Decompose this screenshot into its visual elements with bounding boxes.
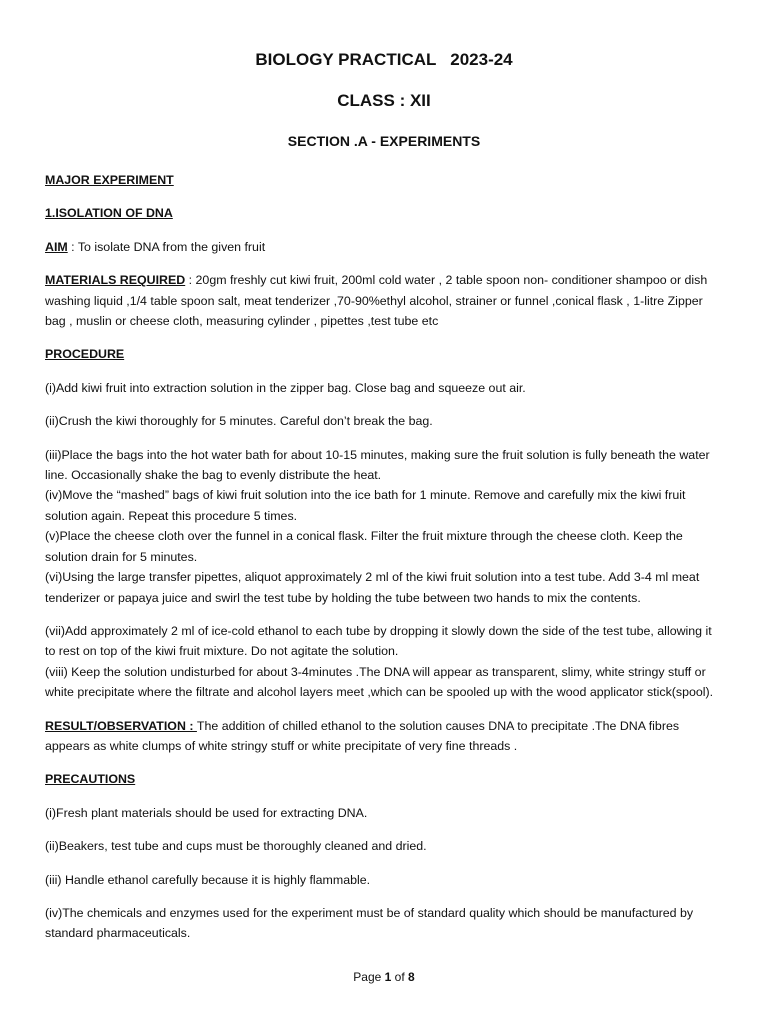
precaution-item: (iii) Handle ethanol carefully because it is highly flammable. <box>45 872 371 887</box>
aim-paragraph <box>45 237 721 257</box>
materials-label: MATERIALS REQUIRED <box>45 273 186 288</box>
experiment-title: 1.ISOLATION OF DNA <box>45 206 173 221</box>
document-body <box>45 170 721 944</box>
procedure-step: (v)Place the cheese cloth over the funnel in a conical flask. Filter the fruit mixture through the cheese cloth. Keep the solution drain for 5 minutes. <box>45 529 683 564</box>
procedure-step: (vii)Add approximately 2 ml of ice-cold ethanol to each tube by dropping it slowly down the side of the test tube, allowing it to rest on top of the kiwi fruit mixture. Do not agitate the solution. <box>45 623 712 659</box>
procedure-step: (i)Add kiwi fruit into extraction solution in the zipper bag. Close bag and squeeze out air. <box>45 380 526 395</box>
document-title: BIOLOGY PRACTICAL 2023-24 <box>255 50 513 69</box>
materials-paragraph <box>45 270 721 331</box>
precautions-heading: PRECAUTIONS <box>45 772 136 787</box>
of-word: of <box>391 970 409 984</box>
procedure-step: (ii)Crush the kiwi thoroughly for 5 minutes. Careful don’t break the bag. <box>45 414 433 429</box>
result-label: RESULT/OBSERVATION : <box>45 718 197 733</box>
procedure-step: (iii)Place the bags into the hot water bath for about 10-15 minutes, making sure the fruit solution is fully beneath the water line. Occasionally shake the bag to evenly distribute the heat. <box>45 447 710 483</box>
aim-label: AIM <box>45 239 68 254</box>
precaution-item: (ii)Beakers, test tube and cups must be thoroughly cleaned and dried. <box>45 839 427 854</box>
procedure-step: (viii) Keep the solution undisturbed for about 3-4minutes .The DNA will appear as transparent, slimy, white stringy stuff or white precipitate where the filtrate and alcohol layers meet ,which can be spooled up with the wood applicator stick(spool). <box>45 664 714 700</box>
procedure-step: (vi)Using the large transfer pipettes, aliquot approximately 2 ml of the kiwi fruit solution into a test tube. Add 3-4 ml meat tenderizer or papaya juice and swirl the test tube by holding the tube between two hands to mix the contents. <box>45 570 700 605</box>
result-text: The addition of chilled ethanol to the solution causes DNA to precipitate .The DNA fibres appears as white clumps of white stringy stuff or white precipitate of very fine threads . <box>45 718 680 753</box>
precaution-item: (iv)The chemicals and enzymes used for the experiment must be of standard quality which should be manufactured by standard pharmaceuticals. <box>45 905 694 941</box>
page-total: 8 <box>408 970 415 984</box>
result-paragraph <box>45 716 721 757</box>
class-label: CLASS : XII <box>337 91 431 110</box>
section-heading: SECTION .A - EXPERIMENTS <box>287 133 481 149</box>
materials-text: : 20gm freshly cut kiwi fruit, 200ml cold water , 2 table spoon non- conditioner shampoo or dish washing liquid ,1/4 table spoon salt, meat tenderizer ,70-90%ethyl alcohol, strainer or funnel ,conical flask , 1-litre Zipper bag , muslin or cheese cloth, measuring cylinder , pipettes ,test tube etc <box>45 273 708 329</box>
procedure-heading: PROCEDURE <box>45 347 125 362</box>
procedure-step: (iv)Move the “mashed” bags of kiwi fruit solution into the ice bath for 1 minute. Remove and carefully mix the kiwi fruit solution again. Repeat this procedure 5 times. <box>45 488 686 523</box>
aim-text: : To isolate DNA from the given fruit <box>67 239 266 254</box>
page-word: Page <box>353 970 385 984</box>
precaution-item: (i)Fresh plant materials should be used for extracting DNA. <box>45 805 368 820</box>
page-number: 1 <box>384 970 392 984</box>
page-footer <box>0 970 768 984</box>
major-experiment-heading: MAJOR EXPERIMENT <box>45 173 174 187</box>
